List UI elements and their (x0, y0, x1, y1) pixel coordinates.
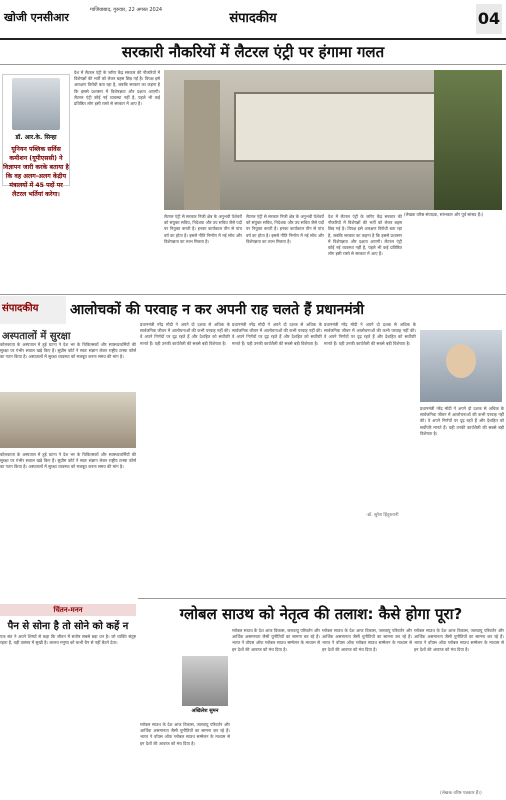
lead-headline: सरकारी नौकरियों में लैटरल एंट्री पर हंगामा गलत (121, 43, 385, 61)
third-body-col4: ग्लोबल साउथ के देश आज विकास, जलवायु परिवर्तन और आर्थिक असमानता जैसी चुनौतियों का सामना कर रहे हैं। भारत ने वॉयस ऑफ ग्लोबल साउथ सम्मेलन के माध्यम से इन देशों की आवाज को मंच दिया है। (414, 628, 504, 652)
hospital-photo (0, 392, 136, 448)
lead-body-col3: लैटरल एंट्री से सरकार निजी क्षेत्र के अनुभवी पेशेवरों को संयुक्त सचिव, निदेशक और उप सचिव जैसे पदों पर नियुक्त करती है। इनका कार्यकाल तीन से पांच वर्ष का होता है। इससे नीति निर्माण में नई सोच और विशेषज्ञता का लाभ मिलता है। (246, 214, 324, 244)
masthead (0, 0, 506, 40)
lead-body-col2: लैटरल एंट्री से सरकार निजी क्षेत्र के अनुभवी पेशेवरों को संयुक्त सचिव, निदेशक और उप सचिव जैसे पदों पर नियुक्त करती है। इनका कार्यकाल तीन से पांच वर्ष का होता है। इससे नीति निर्माण में नई सोच और विशेषज्ञता का लाभ मिलता है। (164, 214, 242, 244)
third-headline: ग्लोबल साउथ को नेतृत्व की तलाश: कैसे होगा पूरा? (179, 605, 463, 623)
pm-face (446, 344, 476, 378)
upsc-sign (234, 92, 444, 162)
dateline: गाजियाबाद, गुरुवार, 22 अगस्त 2024 (90, 7, 163, 13)
box-title: पैन से सोना है तो सोने को कहें न (7, 621, 129, 632)
author-portrait (12, 78, 60, 130)
author-name: अखिलेश सुमन (191, 708, 219, 714)
box-body: एक संत ने अपने शिष्यों से कहा कि जीवन में संतोष सबसे बड़ा धन है। जो व्यक्ति संतुष्ट रहता है, वही वास्तव में सुखी है। लालच मनुष्य को कभी चैन से नहीं बैठने देता। (0, 634, 136, 646)
third-byline: (लेखक वरिष्ठ पत्रकार हैं।) (440, 791, 482, 796)
pm-photo (420, 330, 502, 402)
second-byline: -डॉ. सुरेश हिंदुस्तानी (366, 513, 399, 518)
section-title: संपादकीय (229, 11, 277, 26)
tree (434, 70, 502, 210)
divider (0, 294, 506, 295)
divider (0, 64, 506, 65)
second-body-col2: प्रधानमंत्री नरेंद्र मोदी ने अपने दो दशक से अधिक के सार्वजनिक जीवन में आलोचनाओं की कभी परवाह नहीं की। वे अपने निर्णयों पर दृढ़ रहते हैं और देशहित को सर्वोपरि मानते हैं। यही उनकी कार्यशैली की सबसे बड़ी विशेषता है। (232, 322, 322, 346)
paper-name: खोजी एनसीआर (4, 11, 69, 24)
divider (138, 598, 506, 599)
editorial-body: कोलकाता के अस्पताल में हुई घटना ने देश भर के चिकित्सकों और स्वास्थ्यकर्मियों की सुरक्षा पर गंभीर सवाल खड़े किए हैं। सुप्रीम कोर्ट ने स्वतः संज्ञान लेकर राष्ट्रीय टास्क फोर्स का गठन किया है। अस्पतालों में सुरक्षा व्यवस्था को मजबूत करना समय की मांग है। (0, 342, 136, 360)
upsc-building-photo (164, 70, 502, 210)
building-pillar (184, 80, 220, 210)
third-body-col1: ग्लोबल साउथ के देश आज विकास, जलवायु परिवर्तन और आर्थिक असमानता जैसी चुनौतियों का सामना कर रहे हैं। भारत ने वॉयस ऑफ ग्लोबल साउथ सम्मेलन के माध्यम से इन देशों की आवाज को मंच दिया है। (140, 722, 230, 746)
editorial-title: अस्पतालों में सुरक्षा (2, 331, 71, 342)
second-body-col3: प्रधानमंत्री नरेंद्र मोदी ने अपने दो दशक से अधिक के सार्वजनिक जीवन में आलोचनाओं की कभी परवाह नहीं की। वे अपने निर्णयों पर दृढ़ रहते हैं और देशहित को सर्वोपरि मानते हैं। यही उनकी कार्यशैली की सबसे बड़ी विशेषता है। (324, 322, 416, 346)
author-photo (182, 656, 228, 706)
third-body-col3: ग्लोबल साउथ के देश आज विकास, जलवायु परिवर्तन और आर्थिक असमानता जैसी चुनौतियों का सामना कर रहे हैं। भारत ने वॉयस ऑफ ग्लोबल साउथ सम्मेलन के माध्यम से इन देशों की आवाज को मंच दिया है। (322, 628, 412, 652)
editorial-label: संपादकीय (2, 303, 39, 314)
second-body-col1: प्रधानमंत्री नरेंद्र मोदी ने अपने दो दशक से अधिक के सार्वजनिक जीवन में आलोचनाओं की कभी परवाह नहीं की। वे अपने निर्णयों पर दृढ़ रहते हैं और देशहित को सर्वोपरि मानते हैं। यही उनकी कार्यशैली की सबसे बड़ी विशेषता है। (140, 322, 230, 346)
lead-body-left: देश में लैटरल एंट्री के जरिए केंद्र सरकार की नौकरियों में विशेषज्ञों की भर्ती को लेकर बहस छिड़ गई है। विपक्ष इसे आरक्षण विरोधी बता रहा है, जबकि सरकार का कहना है कि इससे प्रशासन में विशेषज्ञता और दक्षता आएगी। लैटरल एंट्री कोई नई व्यवस्था नहीं है, पहले भी कई प्रतिष्ठित लोग इसी रास्ते से सरकार में आए हैं। (74, 70, 160, 107)
page-number: 04 (476, 4, 502, 34)
pull-quote: यूनियन पब्लिक सर्विस कमीशन (यूपीएससी) ने विज्ञापन जारी करके बताया है कि वह अलग-अलग केंद्रीय मंत्रालयों में 45 पदों पर लैटरल भर्तियां करेगा। (3, 146, 69, 198)
author-name: डॉ. आर.के. सिन्हा (15, 134, 57, 141)
second-headline: आलोचकों की परवाह न कर अपनी राह चलते हैं प्रधानमंत्री (70, 302, 365, 318)
editorial-body-cont: कोलकाता के अस्पताल में हुई घटना ने देश भर के चिकित्सकों और स्वास्थ्यकर्मियों की सुरक्षा पर गंभीर सवाल खड़े किए हैं। सुप्रीम कोर्ट ने स्वतः संज्ञान लेकर राष्ट्रीय टास्क फोर्स का गठन किया है। अस्पतालों में सुरक्षा व्यवस्था को मजबूत करना समय की मांग है। (0, 452, 136, 470)
third-body-col2: ग्लोबल साउथ के देश आज विकास, जलवायु परिवर्तन और आर्थिक असमानता जैसी चुनौतियों का सामना कर रहे हैं। भारत ने वॉयस ऑफ ग्लोबल साउथ सम्मेलन के माध्यम से इन देशों की आवाज को मंच दिया है। (232, 628, 320, 652)
second-body-col4: प्रधानमंत्री नरेंद्र मोदी ने अपने दो दशक से अधिक के सार्वजनिक जीवन में आलोचनाओं की कभी परवाह नहीं की। वे अपने निर्णयों पर दृढ़ रहते हैं और देशहित को सर्वोपरि मानते हैं। यही उनकी कार्यशैली की सबसे बड़ी विशेषता है। (420, 406, 504, 436)
lead-body-col4: देश में लैटरल एंट्री के जरिए केंद्र सरकार की नौकरियों में विशेषज्ञों की भर्ती को लेकर बहस छिड़ गई है। विपक्ष इसे आरक्षण विरोधी बता रहा है, जबकि सरकार का कहना है कि इससे प्रशासन में विशेषज्ञता और दक्षता आएगी। लैटरल एंट्री कोई नई व्यवस्था नहीं है, पहले भी कई प्रतिष्ठित लोग इसी रास्ते से सरकार में आए हैं। (328, 214, 402, 257)
lead-caption: (लेखक वरिष्ठ संपादक, स्तंभकार और पूर्व सांसद हैं।) (404, 212, 484, 217)
box-label: चिंतन-मनन (0, 604, 136, 616)
